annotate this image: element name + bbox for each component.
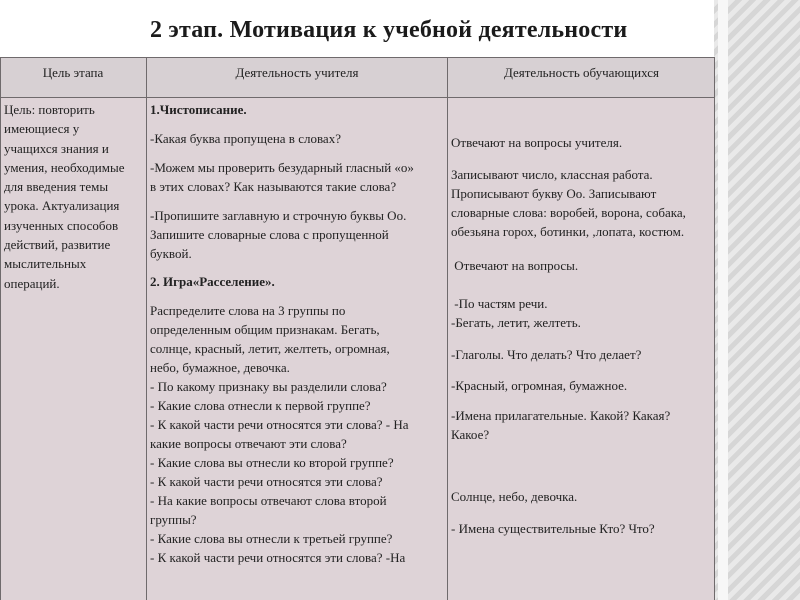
teacher-text: -Можем мы проверить безударный гласный «о» [150,160,414,175]
teacher-text: -Какая буква пропущена в словах? [150,131,341,146]
table-border-left [0,57,1,600]
students-cell [451,57,713,600]
students-text: -Красный, огромная, бумажное. [451,378,628,393]
teacher-text: в этих словах? Как называются такие слова? [150,179,397,194]
students-text: -Глаголы. Что делать? Что делает? [451,347,642,362]
teacher-line: определенным общим признакам. Бегать, [150,322,380,337]
students-text: - Имена существительные Кто? Что? [451,521,655,536]
students-text: Отвечают на вопросы. [451,258,579,273]
goal-line: урока. Актуализация [4,198,120,214]
table-border-right [714,57,715,600]
teacher-line: - К какой части речи относятся эти слова? - На [150,417,409,432]
teacher-line: - Какие слова вы отнесли ко второй группе? [150,455,394,470]
teacher-questions [150,301,446,567]
teacher-line: группы? [150,512,197,527]
teacher-line: небо, бумажное, девочка. [150,360,290,375]
students-line: Прописывают букву Оо. Записывают [451,186,657,201]
header-students: Деятельность обучающихся [503,65,660,80]
teacher-heading-game: 2. Игра«Расселение». [150,274,275,289]
lesson-table [0,57,715,600]
teacher-line: - Какие слова отнесли к первой группе? [150,398,371,413]
students-text: -Бегать, летит, желтеть. [451,315,581,330]
teacher-line: - На какие вопросы отвечают слова второй [150,493,387,508]
students-line: словарные слова: воробей, ворона, собака, [451,205,686,220]
students-text: Какое? [451,427,490,442]
goal-line: умения, необходимые [4,159,125,175]
teacher-line: Распределите слова на 3 группы по [150,303,346,318]
students-text: Отвечают на вопросы учителя. [451,135,623,150]
teacher-text: Запишите словарные слова с пропущенной [150,227,389,242]
goal-line: для введения темы [4,179,109,195]
students-line: Записывают число, классная работа. [451,167,653,182]
students-text: -Имена прилагательные. Какой? Какая? [451,408,671,423]
students-line: обезьяна горох, ботинки, ,лопата, костюм. [451,224,685,239]
goal-line: операций. [4,275,60,291]
teacher-line: - Какие слова вы отнесли к третьей группе? [150,531,393,546]
goal-line: изученных способов [4,217,119,233]
goal-line: учащихся знания и [4,140,109,156]
goal-line: действий, развитие [4,237,111,253]
teacher-text: буквой. [150,246,192,261]
goal-line: имеющиеся у [4,121,80,137]
goal-cell [4,100,144,293]
teacher-line: - К какой части речи относятся эти слова? -На [150,550,406,565]
slide-title: 2 этап. Мотивация к учебной деятельности [150,17,628,43]
column-divider-2 [447,57,448,600]
teacher-heading-handwriting: 1.Чистописание. [150,102,247,117]
column-divider-1 [146,57,147,600]
stripe-divider [718,0,728,600]
teacher-text: -Пропишите заглавную и строчную буквы Оо. [150,208,407,223]
students-text: -По частям речи. [451,296,548,311]
goal-line: мыслительных [4,256,87,272]
teacher-cell [150,100,446,567]
teacher-line: солнце, красный, летит, желтеть, огромная, [150,341,390,356]
students-text: Солнце, небо, девочка. [451,489,578,504]
students-block [451,165,686,241]
goal-line: Цель: повторить [4,102,95,117]
teacher-line: - По какому признаку вы разделили слова? [150,379,387,394]
header-teacher: Деятельность учителя [235,65,359,80]
teacher-line: - К какой части речи относятся эти слова? [150,474,383,489]
teacher-line: какие вопросы отвечают эти слова? [150,436,347,451]
header-goal: Цель этапа [42,65,104,80]
